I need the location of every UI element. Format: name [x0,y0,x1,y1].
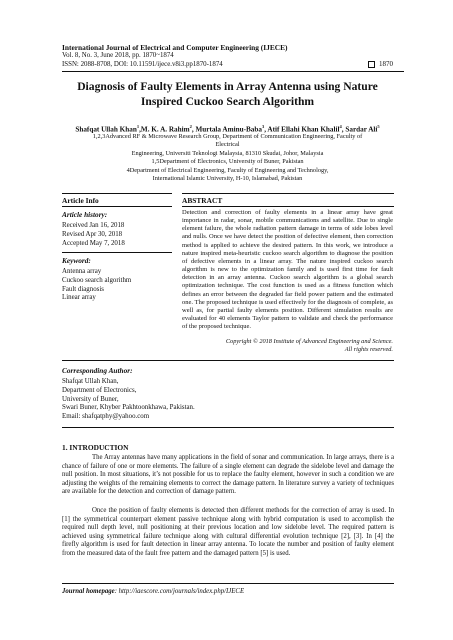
page-number: 1870 [379,60,393,68]
corresponding-heading: Corresponding Author: [62,366,133,375]
page-number-block [368,60,404,68]
corresponding-line: University of Buner, [62,395,119,403]
footer-rule [62,583,394,584]
abstract-text: Detection and correction of faulty elements in a linear array have great importance in radar, sonar, mobile communications and satellite. Due to single element failure, the whole radiation pattern damage in terms of side lobes level and nulls. Once we have detect the position of defective element, then correction method is applied to achieve the desired pattern. In this work, we introduce a nature inspired meta-heuristic cuckoo search algorithm to diagnose the position of defective elements in a linear array. The nature inspired cuckoo search algorithm is new to the optimization family and is used first time for fault detection in an array antenna. Cuckoo search algorithm is a global search optimization technique. The cost function is used as a fitness function which defines an error between the degraded far field power pattern and the estimated one. The proposed technique is used effectively for the diagnosis of complete, as well as, for partial faulty elements position. Different simulation results are evaluated for 40 elements Taylor pattern to validate and check the performance of the proposed technique. [182,209,393,331]
introduction-paragraph-1: The Array antennas have many applications in the field of sonar and communication. In large arrays, there is a chance of failure of one or more elements. The failure of a single element can degrade the sidelobe level and damage the null position. In most situations, it’s not possible for us to replace the faulty element, however in such a condition we are adjusting the weights of the remaining elements to correct the damage pattern. In literature survey a variety of techniques are available for the detection and correction of damage pattern. [62,454,394,496]
history-item: Accepted May 7, 2018 [62,239,125,247]
corresponding-line: Shafqat Ullah Khan, [62,378,119,385]
keyword-item: Antenna array [62,268,102,275]
affiliation-line: 1,2,3Advanced RF & Microwave Research Group, Department of Communication Engineering, Faculty of Electrical [92,133,363,149]
copyright-notice [182,338,393,354]
square-icon [368,61,375,68]
article-info-top-rule [62,193,172,194]
keyword-label: Keyword: [62,256,91,265]
article-info-rule [62,206,172,207]
paper-title: Diagnosis of Faulty Elements in Array Antenna using Nature Inspired Cuckoo Search Algorithm [77,80,378,108]
volume-info: Vol. 8, No. 3, June 2018, pp. 1870~1874 [62,52,174,59]
journal-homepage [62,588,244,595]
affiliation-line: 4Department of Electrical Engineering, Faculty of Engineering and Technology, [126,166,329,174]
affiliation-line: Engineering, Universiti Teknologi Malaysia, 81310 Skudai, Johor, Malaysia [131,149,324,157]
abstract-top-rule [182,193,394,194]
corresponding-top-rule [62,360,394,361]
affiliations [80,133,375,183]
introduction-paragraph-2: Once the position of faulty elements is detected then different methods for the correction of array is used. In [1] the symmetrical counterpart element passive technique along with hybrid computation is used to accomplish the required null depth level, null positioning at their previous location and low sidelobe level. The required pattern is achieved using symmetrical failure technique along with cultural differential evolution technique [2], [3]. In [4] the firefly algorithm is used for fault detection in linear array antenna. To locate the number and position of faulty element from the measured data of the fault free pattern and the damaged pattern [5] is used. [62,507,394,557]
abstract-heading: ABSTRACT [182,196,223,205]
corresponding-email: Email: shafqatphy@yahoo.com [62,413,150,421]
article-info-heading: Article Info [62,196,99,205]
corresponding-line: Department of Electronics, [62,386,137,394]
keyword-rule [62,252,172,253]
history-item: Revised Apr 30, 2018 [62,230,123,238]
copyright-line: All rights reserved. [344,346,393,353]
corresponding-line: Swari Buner, Khyber Pakhtoonkhawa, Pakistan. [62,404,195,412]
abstract-rule [182,206,394,207]
homepage-url[interactable]: : http://iaescore.com/journals/index.php/IJECE [114,588,245,595]
affiliation-line: International Islamic University, H-10, Islamabad, Pakistan [152,175,303,183]
corresponding-bottom-rule [62,427,394,428]
keyword-item: Fault diagnosis [62,285,104,293]
copyright-line: Copyright © 2018 Institute of Advanced Engineering and Science. [225,338,393,345]
introduction-heading: 1. INTRODUCTION [62,443,129,452]
affiliation-line: 1,5Department of Electronics, University of Buner, Pakistan [151,158,304,166]
issn-doi: ISSN: 2088-8708, DOI: 10.11591/ijece.v8i3.pp1870-1874 [62,61,223,68]
history-list [62,222,125,248]
header-rule [62,71,404,72]
corresponding-details [62,378,195,422]
history-item: Received Jan 16, 2018 [62,222,125,229]
keyword-item: Cuckoo search algorithm [62,276,132,284]
history-label: Article history: [62,210,108,219]
journal-name: International Journal of Electrical and Computer Engineering (IJECE) [62,43,288,52]
author-list: Shafqat Ullah Khan$^1$,M. K. A. Rahim$^2$, Murtala Aminu-Baba$^3$, Atif Ellahi Khan Khalil$^4$, Sardar Ali$^5$ [75,124,380,134]
homepage-label: Journal homepage [62,588,115,595]
keyword-item: Linear array [62,294,96,302]
keyword-list [62,268,131,303]
